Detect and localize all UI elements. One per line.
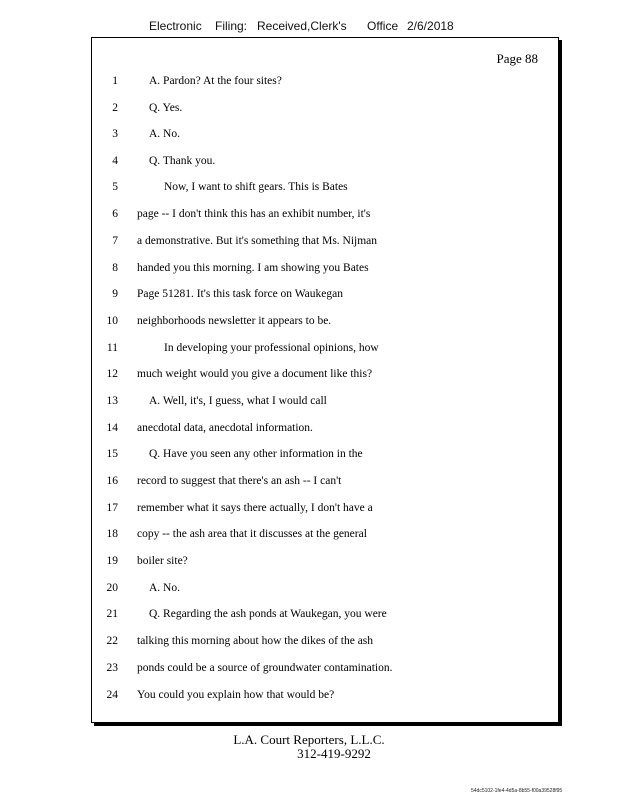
transcript-line (92, 262, 558, 278)
line-text: In developing your professional opinions, how (164, 342, 379, 354)
line-number: 14 (106, 422, 118, 434)
line-number: 20 (106, 582, 118, 594)
line-text: Q. Thank you. (149, 155, 216, 167)
transcript-line (92, 235, 558, 251)
transcript-line (92, 368, 558, 384)
transcript-line (92, 342, 558, 358)
line-number: 16 (106, 475, 118, 487)
line-text: A. Well, it's, I guess, what I would call (149, 395, 327, 407)
line-text: neighborhoods newsletter it appears to be. (137, 315, 332, 327)
line-text: record to suggest that there's an ash -- I can't (137, 475, 342, 487)
line-text: A. Pardon? At the four sites? (149, 75, 282, 87)
line-text: page -- I don't think this has an exhibit number, it's (137, 208, 371, 220)
transcript-line (92, 128, 558, 144)
line-number: 17 (106, 502, 118, 514)
line-text: ponds could be a source of groundwater contamination. (137, 662, 393, 674)
line-text: talking this morning about how the dikes of the ash (137, 635, 374, 647)
document-id: 54dc5102-1fe4-4d5a-8b55-f00a39528f95 (471, 788, 563, 794)
line-text: copy -- the ash area that it discusses at the general (137, 528, 367, 540)
line-number: 1 (112, 75, 118, 87)
line-number: 12 (106, 368, 118, 380)
transcript-line (92, 555, 558, 571)
transcript-line (92, 608, 558, 624)
filing-header-electronic: Electronic (149, 19, 202, 33)
transcript-line (92, 582, 558, 598)
filing-header (0, 19, 618, 37)
line-number: 10 (106, 315, 118, 327)
transcript-line (92, 315, 558, 331)
line-text: Q. Yes. (149, 102, 183, 114)
reporter-company: L.A. Court Reporters, L.L.C. (233, 732, 385, 747)
filing-header-date: 2/6/2018 (407, 19, 454, 33)
line-text: a demonstrative. But it's something that Ms. Nijman (137, 235, 378, 247)
transcript-line (92, 502, 558, 518)
line-text: anecdotal data, anecdotal information. (137, 422, 313, 434)
transcript-line (92, 208, 558, 224)
line-number: 3 (112, 128, 118, 140)
transcript-line (92, 635, 558, 651)
line-number: 5 (112, 181, 118, 193)
filing-header-office: Office (367, 19, 399, 33)
transcript-line (92, 102, 558, 118)
line-number: 8 (112, 262, 118, 274)
line-number: 24 (106, 689, 118, 701)
line-text: Q. Regarding the ash ponds at Waukegan, you were (149, 608, 387, 620)
transcript-line (92, 528, 558, 544)
transcript-line (92, 181, 558, 197)
page-footer (0, 733, 618, 761)
transcript-line (92, 155, 558, 171)
filing-header-filing: Filing: (215, 19, 248, 33)
transcript-line (92, 689, 558, 705)
transcript-line (92, 448, 558, 464)
transcript-line (92, 662, 558, 678)
line-number: 18 (106, 528, 118, 540)
transcript-line (92, 475, 558, 491)
page-number: Page 88 (496, 51, 538, 66)
line-number: 7 (112, 235, 118, 247)
line-number: 21 (106, 608, 118, 620)
line-text: Page 51281. It's this task force on Waukegan (137, 288, 343, 300)
line-text: boiler site? (137, 555, 188, 567)
line-number: 22 (106, 635, 118, 647)
line-number: 11 (106, 342, 118, 354)
line-number: 6 (112, 208, 118, 220)
line-text: remember what it says there actually, I don't have a (137, 502, 373, 514)
transcript-line (92, 288, 558, 304)
line-number: 19 (106, 555, 118, 567)
line-text: A. No. (149, 582, 180, 594)
transcript-line (92, 395, 558, 411)
line-number: 23 (106, 662, 118, 674)
line-number: 13 (106, 395, 118, 407)
line-number: 9 (112, 288, 118, 300)
line-text: Now, I want to shift gears. This is Bates (164, 181, 348, 193)
line-number: 2 (112, 102, 118, 114)
line-text: Q. Have you seen any other information in the (149, 448, 363, 460)
line-text: handed you this morning. I am showing you Bates (137, 262, 369, 274)
transcript-line (92, 422, 558, 438)
line-number: 4 (112, 155, 118, 167)
filing-header-received: Received,Clerk's (257, 19, 347, 33)
line-text: much weight would you give a document like this? (137, 368, 373, 380)
transcript-line (92, 75, 558, 91)
reporter-phone: 312-419-9292 (297, 746, 371, 761)
transcript-page (91, 37, 559, 723)
line-text: A. No. (149, 128, 180, 140)
line-text: You could you explain how that would be? (137, 689, 335, 701)
line-number: 15 (106, 448, 118, 460)
